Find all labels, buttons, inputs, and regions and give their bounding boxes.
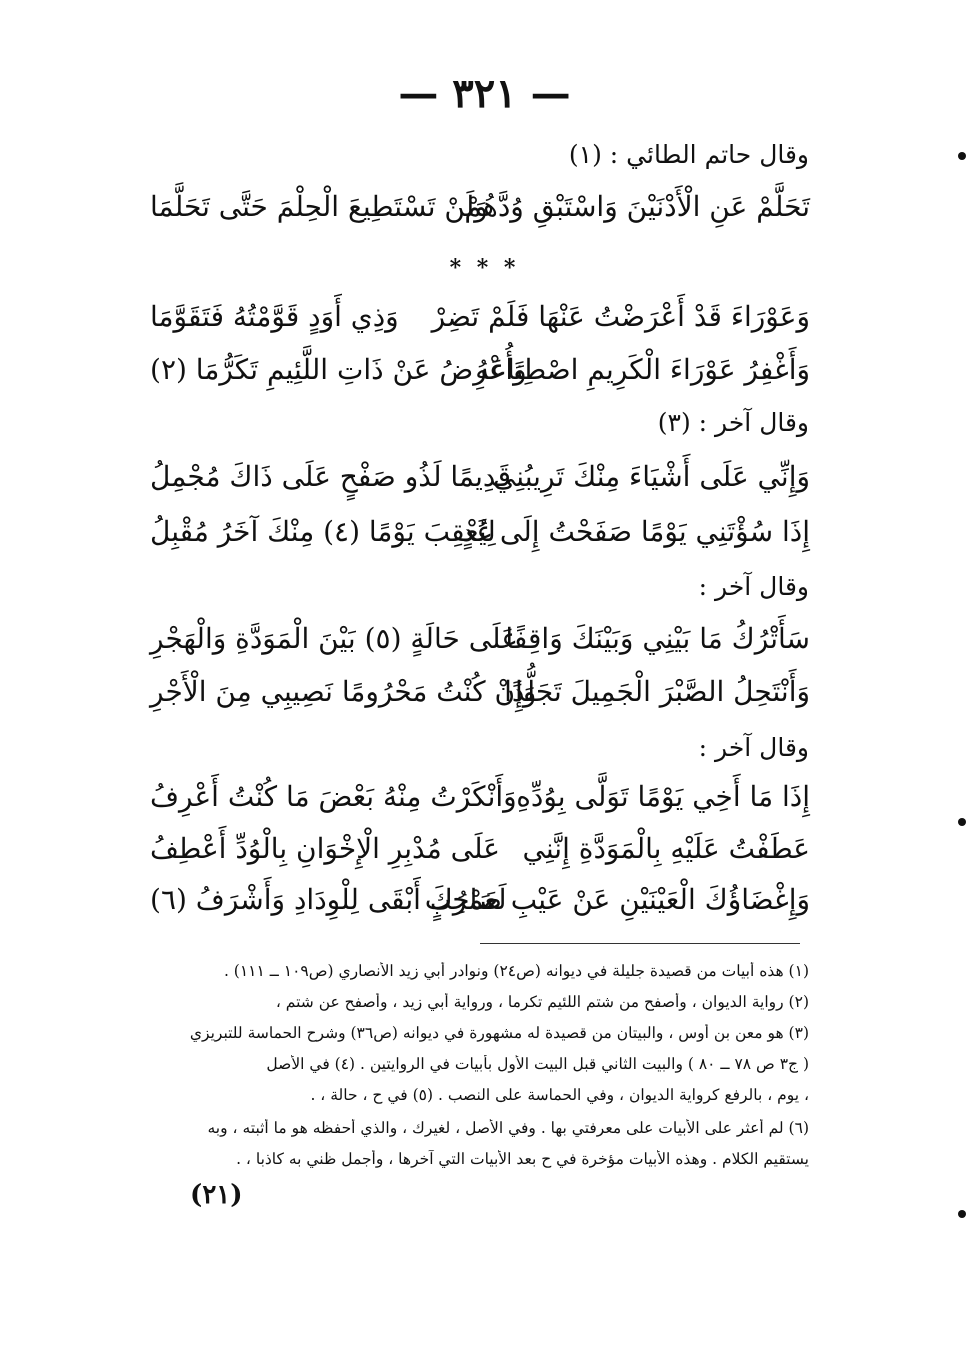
verse-second-hemistich: وَأُعْرِضُ عَنْ ذَاتِ اللَّئِيمِ تَكَرُّمَا (٢) — [150, 353, 527, 386]
footnote-line: (٢) رواية الديوان ، وأصفح من شتم اللئيم تكرما ، ورواية أبي زيد ، وأصفح عن شتم ، — [275, 993, 809, 1011]
verse-line — [150, 675, 810, 729]
footnote-line: (٦) لم أعثر على الأبيات على معرفتي بها . وفي الأصل ، لغيرك ، والذي أحفظه هو ما أثبته ، وبه — [207, 1119, 809, 1137]
verse-line — [150, 883, 810, 937]
verse-line — [150, 300, 810, 354]
verse-first-hemistich: تَحَلَّمْ عَنِ الْأَدْنَيْنَ وَاسْتَبْقِ وُدَّهُمْ — [464, 190, 810, 223]
page-number: — ٣٢١ — — [398, 70, 571, 117]
verse-second-hemistich: عَلَى مُدْبِرِ الْإِخْوَانِ بِالْوُدِّ أَعْطِفُ — [150, 832, 500, 865]
verse-first-hemistich: سَأَتْرُكُ مَا بَيْنِي وَبَيْنَكَ وَاقِفًا — [505, 622, 810, 655]
footnote-line: (١) هذه أبيات من قصيدة جليلة في ديوانه (ص٢٤) ونوادر أبي زيد الأنصاري (ص١٠٩ ــ ١١١) . — [223, 962, 809, 980]
footnote-line: ( ج٣ ص ٧٨ ــ ٨٠ ) والبيت الثاني قبل البيت الأول بأبيات في الروايتين . (٤) في الأصل — [266, 1055, 809, 1073]
footnote-line: يستقيم الكلام . وهذه الأبيات مؤخرة في ح بعد الأبيات التي آخرها ، وأجمل ظني به كاذبا ، . — [236, 1150, 809, 1168]
margin-mark — [958, 152, 966, 160]
verse-second-hemistich: عَلَى حَالَةٍ (٥) بَيْنَ الْمَوَدَّةِ وَالْهَجْرِ — [150, 622, 519, 655]
margin-mark — [958, 818, 966, 826]
footnote-line: ، يوم ، بالرفع كرواية الديوان ، وفي الحماسة على النصب . (٥) في ح ، حالة ، . — [310, 1086, 809, 1104]
section-heading-hatim: وقال حاتم الطائي : (١) — [568, 140, 809, 169]
verse-first-hemistich: وَأَنْتَحِلُ الصَّبْرَ الْجَمِيلَ تَجَلُّدًا — [504, 675, 810, 708]
verse-first-hemistich: وَعَوْرَاءَ قَدْ أَعْرَضْتُ عَنْهَا فَلَمْ تَضِرْ — [431, 300, 810, 333]
verse-first-hemistich: وَإِغْضَاؤُكَ الْعَيْنَيْنِ عَنْ عَيْبِ صَاحِبٍ — [424, 883, 810, 916]
footnote-line: (٣) هو معن بن أوس ، والبيتان من قصيدة له مشهورة في ديوانه (ص٣٦) وشرح الحماسة للتبريزي — [189, 1024, 809, 1042]
signature-mark: (٢١) — [190, 1180, 243, 1210]
verse-line — [150, 353, 810, 407]
verse-second-hemistich: قَدِيمًا لَذُو صَفْحٍ عَلَى ذَاكَ مُجْمِلُ — [150, 460, 511, 493]
section-heading-another: وقال آخر : (٣) — [657, 408, 809, 437]
verse-second-hemistich: وَذِي أَوَدٍ قَوَّمْتُهُ فَتَقَوَّمَا — [150, 300, 399, 333]
verse-first-hemistich: وَإِنِّي عَلَى أَشْيَاءَ مِنْكَ تَرِيبُنِي — [492, 460, 810, 493]
verse-first-hemistich: وَأَغْفِرُ عَوْرَاءَ الْكَرِيمِ اصْطِنَاعَهُ — [475, 353, 810, 386]
verse-line — [150, 515, 810, 569]
verse-line — [150, 832, 810, 886]
section-heading-another: وقال آخر : — [698, 733, 809, 762]
verse-second-hemistich: وَأَنْكَرْتُ مِنْهُ بَعْضَ مَا كُنْتُ أَعْرِفُ — [150, 780, 517, 813]
verse-second-hemistich: لَعَمْرُكَ أَبْقَى لِلْوِدَادِ وَأَشْرَفُ (٦) — [150, 883, 507, 916]
verse-line — [150, 190, 810, 244]
verse-second-hemistich: لِيُعْقِبَ يَوْمًا (٤) مِنْكَ آخَرُ مُقْبِلُ — [150, 515, 496, 548]
verse-line — [150, 460, 810, 514]
verse-line — [150, 780, 810, 834]
verse-line — [150, 622, 810, 676]
footnote-separator — [480, 943, 800, 944]
margin-mark — [958, 1210, 966, 1218]
verse-first-hemistich: إِذَا مَا أَخِي يَوْمًا تَوَلَّى بِوُدِّهِ — [516, 780, 810, 813]
verse-second-hemistich: وَلَنْ تَسْتَطِيعَ الْحِلْمَ حَتَّى تَحَلَّمَا — [150, 190, 488, 223]
verse-first-hemistich: إِذَا سُؤْتَنِي يَوْمًا صَفَحْتُ إِلَى غَدٍ — [461, 515, 810, 548]
section-heading-another: وقال آخر : — [698, 572, 809, 601]
verse-first-hemistich: عَطَفْتُ عَلَيْهِ بِالْمَوَدَّةِ إِنَّنِي — [522, 832, 810, 865]
verse-second-hemistich: وَإِنْ كُنْتُ مَحْرُومًا نَصِيبِي مِنَ الْأَجْرِ — [150, 675, 537, 708]
section-divider-stars: * * * — [449, 255, 520, 281]
